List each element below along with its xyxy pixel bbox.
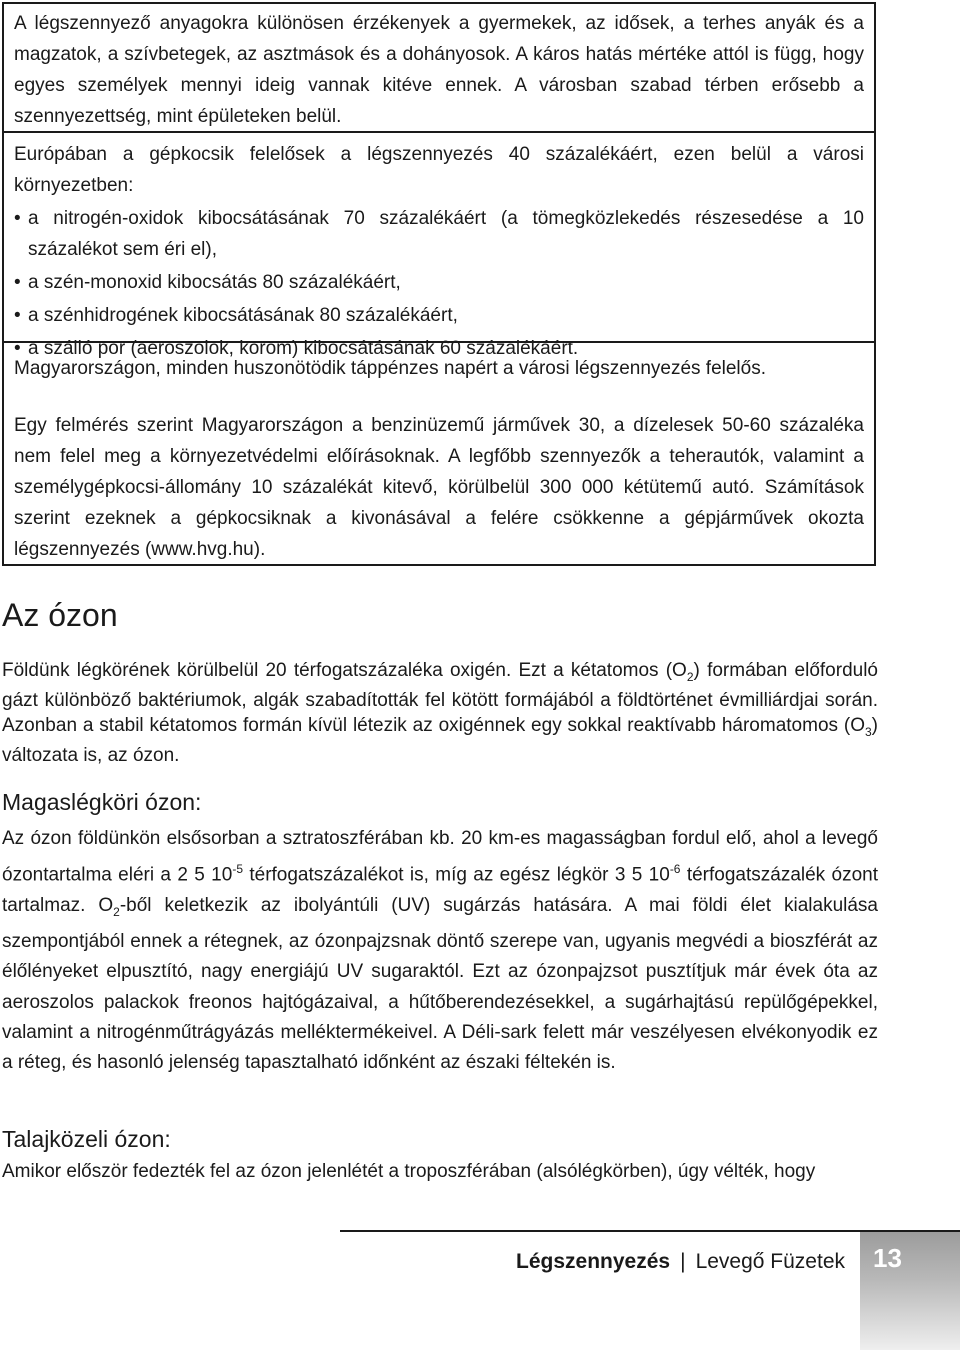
paragraph-ground-ozone: Amikor először fedezték fel az ózon jelenlétét a troposzférában (alsólégkörben), úgy vélték, hogy [2,1161,816,1182]
section-heading-upper-ozone: Magaslégköri ózon: [2,789,202,815]
box-intro: Európában a gépkocsik felelősek a légszennyezés 40 százalékáért, ezen belül a városi környezetben: [14,144,864,196]
box-paragraph: A légszennyező anyagokra különösen érzékenyek a gyermekek, az idősek, a terhes anyák és a magzatok, a szívbetegek, az asztmások és a dohányosok. A káros hatás mértéke attól is függ, hogy egyes személyek mennyi ideig vannak kitéve ennek. A városban szabad térben erősebb a szennyezettség, mint épületeken belül. [14,13,864,127]
footer-section: Légszennyezés [516,1250,671,1273]
bullet-list [14,203,864,364]
list-item: • a szén-monoxid kibocsátás 80 százalékáért, [14,267,864,298]
list-item: • a nitrogén-oxidok kibocsátásának 70 százalékáért (a tömegközlekedés részesedése a 10 százalékot sem éri el), [14,203,864,265]
page-number: 13 [873,1243,902,1273]
paragraph-ozone: Földünk légkörének körülbelül 20 térfogatszázaléka oxigén. Ezt a kétatomos $(O_2)$ formában előforduló gázt különböző baktériumok, algák szabadították fel kötött formájából a földtörténet évmilliárdjai során. Azonban a stabil kétatomos formán kívül létezik az oxigénnek egy sokkal reaktívabb háromatomos $(O_3)$ változata is, az ózon. [2,660,878,767]
list-item: • a szénhidrogének kibocsátásának 80 százalékáért, [14,300,864,331]
box-paragraph: Egy felmérés szerint Magyarországon a benzinüzemű járművek 30, a dízelesek 50-60 százaléka nem felel meg a környezetvédelmi előírásoknak. A legfőbb szennyezők a teherautók, valamint a személygépkocsi-állomány 10 százalékát kitevő, körülbelül 300 000 kétütemű autó. Számítások szerint ezeknek a gépkocsiknak a kivonásával a felére csökkenne a gépjárművek okozta légszennyezés (www.hvg.hu). [14,415,864,560]
list-item: • a szálló por (aeroszolok, korom) kibocsátásának 60 százalékáért. [14,333,864,364]
box-line: Magyarországon, minden huszonötödik táppénzes napért a városi légszennyezés felelős. [14,358,767,379]
info-box-hungary [2,341,876,566]
footer-separator: | [680,1250,686,1273]
footer-publication: Levegő Füzetek [695,1250,845,1273]
section-heading-ground-ozone: Talajközeli ózon: [2,1126,171,1152]
info-box-europe-cars [2,131,876,359]
page-footer [516,1250,845,1274]
section-heading-ozone: Az ózon [2,597,118,633]
paragraph-upper-ozone: Az ózon földünkön elsősorban a sztratoszférában kb. 20 km-es magasságban fordul elő, ahol a levegő ózontartalma eléri a 2 5 $10^{-5}$ térfogatszázalékot is, míg az egész légkör 3 5 $10^{-6}$ térfogatszázalék ózont tartalmaz. $O_2$-ből keletkezik az ibolyántúli (UV) sugárzás hatására. A mai földi élet kialakulása szempontjából ennek a rétegnek, az ózonpajzsnak döntő szerepe van, ugyanis megvédi a bioszférát az élőlényeket elpusztító, nagy energiájú UV sugaraktól. Ezt az ózonpajzsot pusztítjuk már évek óta az aeroszolos palackok freonos hajtógázaival, a hűtőberendezésekkel, a sugárhajtású repülőgépekkel, valamint a nitrogénműtrágyázás melléktermékeivel. A Déli-sark felett már veszélyesen elvékonyodik ez a réteg, és hasonló jelenség tapasztalható időnként az északi féltekén is. [2,828,879,1074]
info-box-sensitive-groups [2,2,876,133]
